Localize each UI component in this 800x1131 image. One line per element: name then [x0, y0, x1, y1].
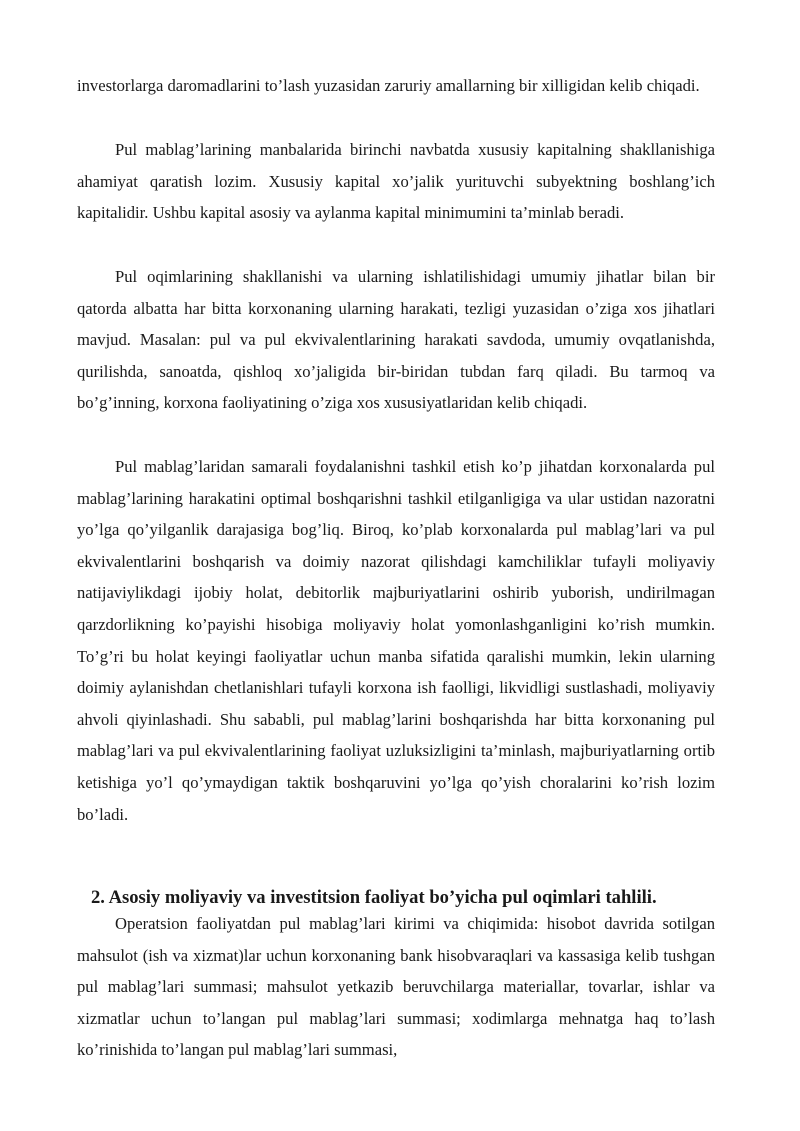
- paragraph-cash-flow-features: Pul oqimlarining shakllanishi va ularning ishlatilishidagi umumiy jihatlar bilan bir qatorda albatta har bitta korxonaning ularning harakati, tezligi yuzasidan o’ziga xos jihatlari mavjud. Masalan: pul va pul ekvivalentlarining harakati savdoda, umumiy ovqatlanishda, qurilishda, sanoatda, qishloq xo’jaligida bir-biridan tubdan farq qiladi. Bu tarmoq va bo’g’inning, korxona faoliyatining o’ziga xos xususiyatlaridan kelib chiqadi.: [77, 267, 715, 413]
- paragraph-continuation: investorlarga daromadlarini to’lash yuzasidan zaruriy amallarning bir xilligidan kelib chiqadi.: [77, 76, 700, 95]
- paragraph-operating-activity: Operatsion faoliyatdan pul mablag’lari kirimi va chiqimida: hisobot davrida sotilgan mahsulot (ish va xizmat)lar uchun korxonaning bank hisobvaraqlari va kassasiga kelib tushgan pul mablag’lari summasi; mahsulot yetkazib beruvchilarga materiallar, tovarlar, ishlar va xizmatlar uchun to’langan pul mablag’lari summasi; xodimlarga mehnatga haq to’lash ko’rinishida to’langan pul mablag’lari summasi,: [77, 914, 715, 1060]
- section-heading: 2. Asosiy moliyaviy va investitsion faoliyat bo’yicha pul oqimlari tahlili.: [91, 887, 657, 908]
- paragraph-cash-management: Pul mablag’laridan samarali foydalanishni tashkil etish ko’p jihatdan korxonalarda pul mablag’larining harakatini optimal boshqarishni tashkil etilganligiga va ular ustidan nazoratni yo’lga qo’yilganlik darajasiga bog’liq. Biroq, ko’plab korxonalarda pul mablag’lari va pul ekvivalentlarini boshqarish va doimiy nazorat qilishdagi kamchiliklar tufayli moliyaviy natijaviylikdagi ijobiy holat, debitorlik majburiyatlarini oshirib yuborish, undirilmagan qarzdorlikning ko’payishi hisobiga moliyaviy holat yomonlashganligini ko’rish mumkin. To’g’ri bu holat keyingi faoliyatlar uchun manba sifatida qaralishi mumkin, lekin ularning doimiy aylanishdan chetlanishlari tufayli korxona ish faolligi, likvidligi sustlashadi, moliyaviy ahvoli qiyinlashadi. Shu sababli, pul mablag’larini boshqarishda har bitta korxonaning pul mablag’lari va pul ekvivalentlarining faoliyat uzluksizligini ta’minlash, majburiyatlarning ortib ketishiga yo’l qo’ymaydigan taktik boshqaruvini yo’lga qo’yish choralarini ko’rish lozim bo’ladi.: [77, 457, 715, 824]
- paragraph-private-capital: Pul mablag’larining manbalarida birinchi navbatda xususiy kapitalning shakllanishiga ahamiyat qaratish lozim. Xususiy kapital xo’jalik yurituvchi subyektning boshlang’ich kapitalidir. Ushbu kapital asosiy va aylanma kapital minimumini ta’minlab beradi.: [77, 140, 715, 223]
